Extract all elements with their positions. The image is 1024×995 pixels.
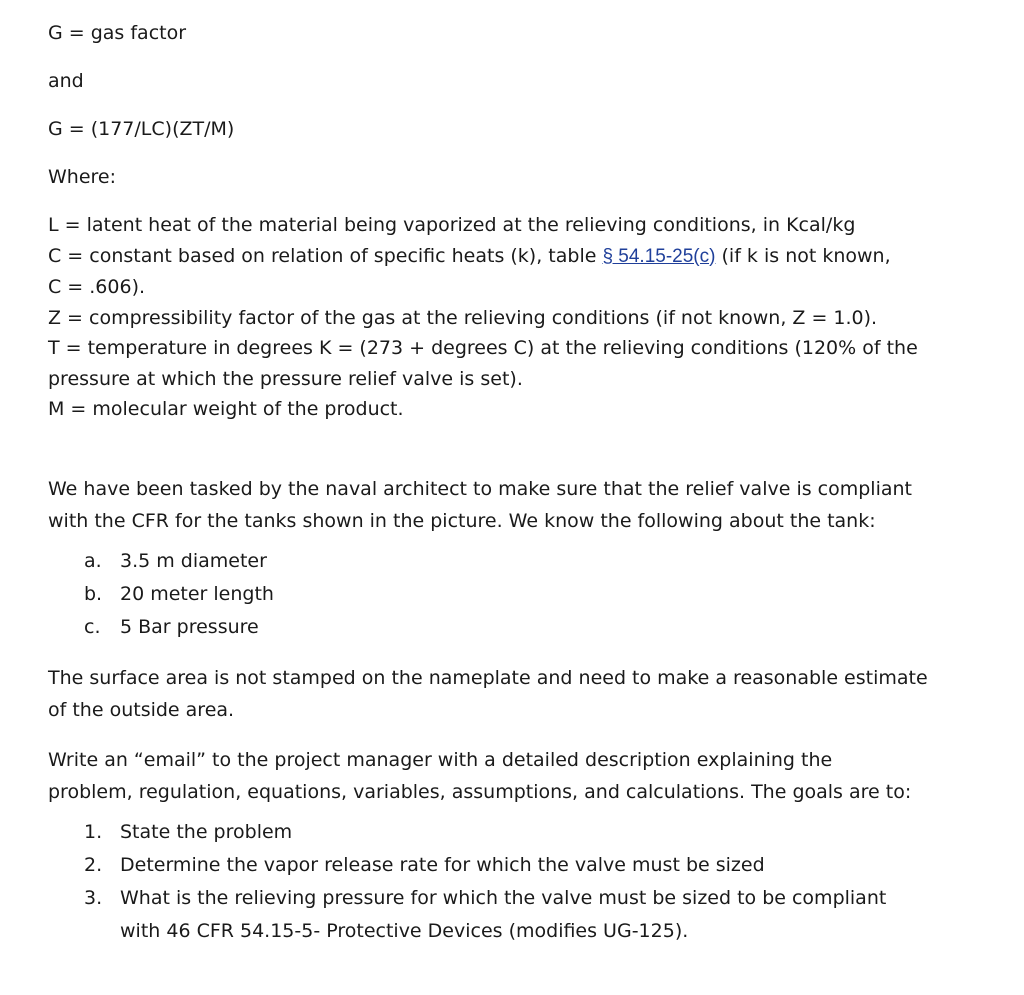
goals-list [48,816,988,948]
tank-facts-list [48,545,988,644]
list-marker: c. [84,615,101,638]
variable-t: T = temperature in degrees K = (273 + degrees C) at the relieving conditions (120% of the [48,337,918,359]
list-item-text: Determine the vapor release rate for which the valve must be sized [120,853,765,876]
list-marker: a. [84,549,102,572]
list-item [48,545,988,578]
variable-c-continued: C = .606). [48,276,146,298]
list-item [48,816,988,849]
variable-c-text: C = constant based on relation of specific heats (k), table [48,244,603,267]
list-marker: 3. [84,886,103,909]
email-paragraph-line: problem, regulation, equations, variables, assumptions, and calculations. The goals are to: [48,780,912,803]
list-item [48,578,988,611]
document-body [48,18,988,948]
list-item-text: 20 meter length [120,582,274,605]
email-paragraph-line: Write an “email” to the project manager with a detailed description explaining the [48,748,833,771]
list-item [48,611,988,644]
where-label: Where: [48,166,117,188]
list-marker: b. [84,582,103,605]
list-item-text: 5 Bar pressure [120,615,259,638]
variable-z: Z = compressibility factor of the gas at the relieving conditions (if not known, Z = 1.0). [48,306,878,329]
list-item-text: What is the relieving pressure for which the valve must be sized to be compliant [120,886,887,909]
surface-paragraph-line: of the outside area. [48,698,235,721]
and-text: and [48,70,84,92]
list-marker: 2. [84,853,103,876]
variable-c [48,241,988,273]
gas-factor-equation: G = (177/LC)(ZT/M) [48,118,235,140]
list-item-text: State the problem [120,820,293,843]
surface-area-paragraph [48,662,988,726]
cfr-table-link[interactable]: § 54.15-25(c) [602,245,716,267]
list-item [48,882,988,948]
list-marker: 1. [84,820,103,843]
list-item-text: 3.5 m diameter [120,549,267,572]
variable-c-text-after: (if k is not known, [715,244,891,267]
variable-l: L = latent heat of the material being vaporized at the relieving conditions, in Kcal/kg [48,214,856,236]
surface-paragraph-line: The surface area is not stamped on the nameplate and need to make a reasonable estimate [48,666,928,689]
gas-factor-definition: G = gas factor [48,22,187,44]
variable-t-continued: pressure at which the pressure relief valve is set). [48,367,523,390]
variable-m: M = molecular weight of the product. [48,398,404,420]
list-item [48,849,988,882]
list-item-text-continued: with 46 CFR 54.15-5- Protective Devices (modifies UG-125). [120,919,689,942]
task-paragraph-line: We have been tasked by the naval architect to make sure that the relief valve is compliant [48,477,912,500]
variable-definitions [48,210,988,425]
task-paragraph [48,473,988,537]
email-instructions-paragraph [48,744,988,808]
task-paragraph-line: with the CFR for the tanks shown in the picture. We know the following about the tank: [48,509,876,532]
